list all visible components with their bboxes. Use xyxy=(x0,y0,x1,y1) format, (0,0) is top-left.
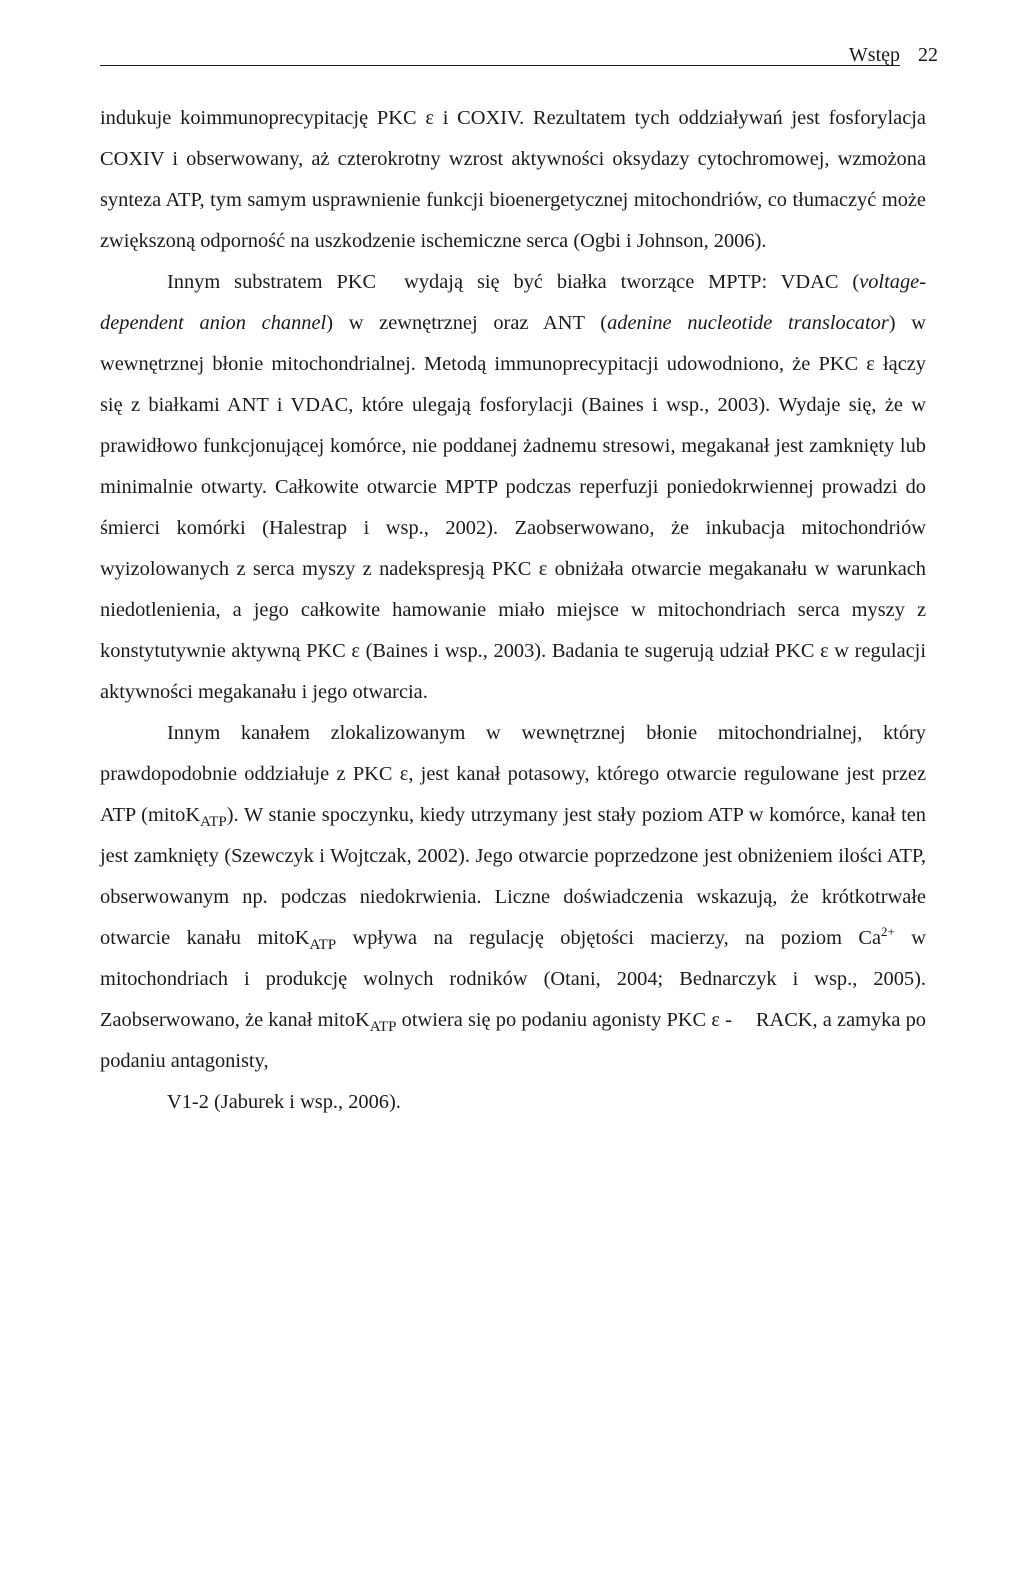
paragraph-2-part2: wydają się być białka tworzące MPTP: VDAC ( xyxy=(404,271,860,293)
body-text xyxy=(100,98,926,1123)
paragraph-1 xyxy=(100,98,926,262)
paragraph-3-sub-atp-2: ATP xyxy=(309,937,337,954)
paragraph-2-part1: Innym substratem PKC xyxy=(167,271,377,293)
paragraph-3-part1: Innym kanałem zlokalizowanym w wewnętrznej błonie mitochondrialnej, który prawdopodobnie oddziałuje z PKC ε, jest kanał potasowy, którego otwarcie regulowane jest przez ATP (mitoK xyxy=(100,722,926,826)
paragraph-2-part3: ) w zewnętrznej oraz ANT ( xyxy=(326,312,608,334)
paragraph-3-part2: ). W stanie spoczynku, kiedy utrzymany jest stały poziom ATP w komórce, kanał ten jest zamknięty (Szewczyk i Wojtczak, 2002). Jego otwarcie poprzedzone jest obniżeniem ilości ATP, obserwowanym np. podczas niedokrwienia. Liczne doświadczenia wskazują, że krótkotrwałe otwarcie kanału mitoK xyxy=(100,804,926,949)
paragraph-3 xyxy=(100,713,926,1123)
paragraph-1-text: indukuje koimmunoprecypitację PKC ε i COXIV. Rezultatem tych oddziaływań jest fosforylacja COXIV i obserwowany, aż czterokrotny wzrost aktywności oksydazy cytochromowej, wzmożona synteza ATP, tym samym usprawnienie funkcji bioenergetycznej mitochondriów, co tłumaczyć może zwiększoną odporność na uszkodzenie ischemiczne serca (Ogbi i Johnson, 2006). xyxy=(100,107,926,252)
paragraph-2-italic-ant: adenine nucleotide translocator xyxy=(607,312,889,334)
running-header xyxy=(100,38,938,70)
paragraph-3-part5: otwiera się po podaniu agonisty PKC ε - xyxy=(396,1009,732,1031)
page-number: 22 xyxy=(918,44,938,66)
header-section-title: Wstęp xyxy=(848,44,900,66)
paragraph-3-part3: wpływa na regulację objętości macierzy, na poziom Ca xyxy=(336,927,882,949)
paragraph-3-sub-atp-3: ATP xyxy=(369,1019,397,1036)
header-rule xyxy=(100,65,900,66)
paragraph-3-sup-ca: 2+ xyxy=(881,924,895,940)
paragraph-2-part4: ) w wewnętrznej błonie mitochondrialnej. Metodą immunoprecypitacji udowodniono, że PKC ε łączy się z białkami ANT i VDAC, które ulegają fosforylacji (Baines i wsp., 2003). Wydaje się, że w prawidłowo funkcjonującej komórce, nie poddanej żadnemu stresowi, megakanał jest zamknięty lub minimalnie otwarty. Całkowite otwarcie MPTP podczas reperfuzji poniedokrwiennej prowadzi do śmierci komórki (Halestrap i wsp., 2002). Zaobserwowano, że inkubacja mitochondriów wyizolowanych z serca myszy z nadekspresją PKC ε obniżała otwarcie megakanału w warunkach niedotlenienia, a jego całkowite hamowanie miało miejsce w mitochondriach serca myszy z konstytutywnie aktywną PKC ε (Baines i wsp., 2003). Badania te sugerują udział PKC ε w regulacji aktywności megakanału i jego otwarcia. xyxy=(100,312,927,703)
paragraph-3-part4: w mitochondriach i produkcję wolnych rodników (Otani, 2004; Bednarczyk i wsp., 2005). Zaobserwowano, że kanał mitoK xyxy=(100,927,926,1031)
paragraph-3-last-line: V1-2 (Jaburek i wsp., 2006). xyxy=(167,1091,401,1113)
paragraph-2-italic-vdac: voltage-dependent anion channel xyxy=(100,271,926,334)
paragraph-2 xyxy=(100,262,926,713)
paragraph-3-part6: RACK, a zamyka po podaniu antagonisty, xyxy=(100,1009,926,1072)
paragraph-3-sub-atp-1: ATP xyxy=(200,814,227,831)
